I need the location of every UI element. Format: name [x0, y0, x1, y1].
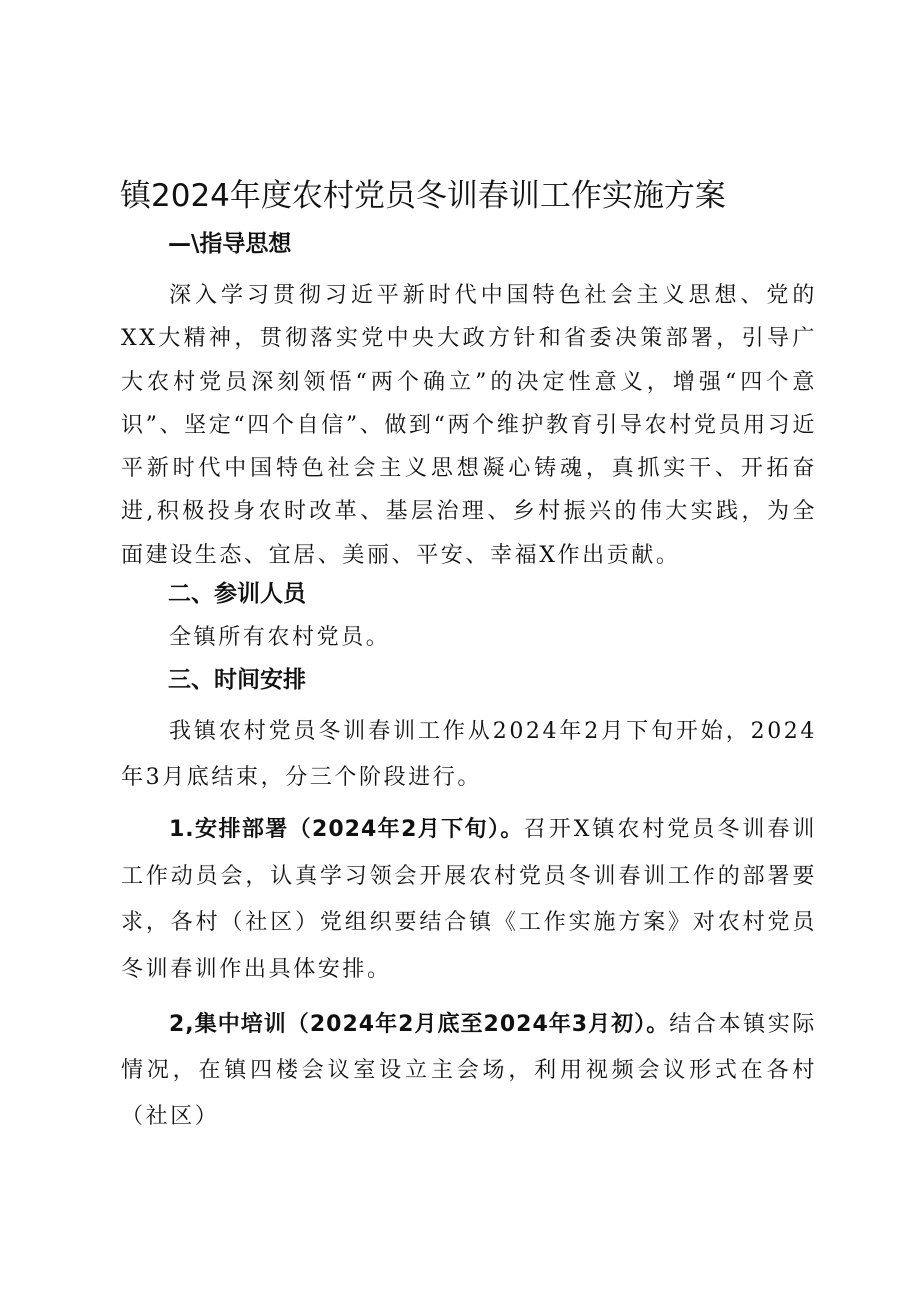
list-item-arrangement [121, 807, 817, 993]
section-heading-guiding-ideology: —\指导思想 [168, 231, 292, 257]
paragraph-guiding-ideology: 深入学习贯彻习近平新时代中国特色社会主义思想、党的XX大精神，贯彻落实党中央大政方针和省委决策部署，引导广大农村党员深刻领悟“两个确立”的决定性意义，增强“四个意识”、坚定“四个自信”、做到“两个维护教育引导农村党员用习近平新时代中国特色社会主义思想凝心铸魂，真抓实干、开拓奋进,积极投身农时改革、基层治理、乡村振兴的伟大实践，为全面建设生态、宜居、美丽、平安、幸福X作出贡献。 [121, 283, 817, 568]
section-heading-schedule: 三、时间安排 [168, 667, 306, 693]
paragraph-participants: 全镇所有农村党员。 [169, 625, 391, 650]
document-title: 镇2024年度农村党员冬训春训工作实施方案 [120, 178, 726, 214]
list-item-lead: 2,集中培训（2024年2月底至2024年3月初）。 [169, 1012, 670, 1037]
list-item-training [121, 1002, 817, 1140]
list-item-text: 结合本镇实际情况，在镇四楼会议室设立主会场，利用视频会议形式在各村（社区） [121, 1012, 817, 1129]
list-item-text: 召开X镇农村党员冬训春训工作动员会，认真学习领会开展农村党员冬训春训工作的部署要求，各村（社区）党组织要结合镇《工作实施方案》对农村党员冬训春训作出具体安排。 [121, 817, 817, 982]
paragraph-schedule: 我镇农村党员冬训春训工作从2024年2月下旬开始，2024年3月底结束，分三个阶段进行。 [121, 719, 817, 790]
list-item-lead: 1.安排部署（2024年2月下旬）。 [169, 817, 524, 842]
section-heading-participants: 二、参训人员 [168, 581, 306, 607]
